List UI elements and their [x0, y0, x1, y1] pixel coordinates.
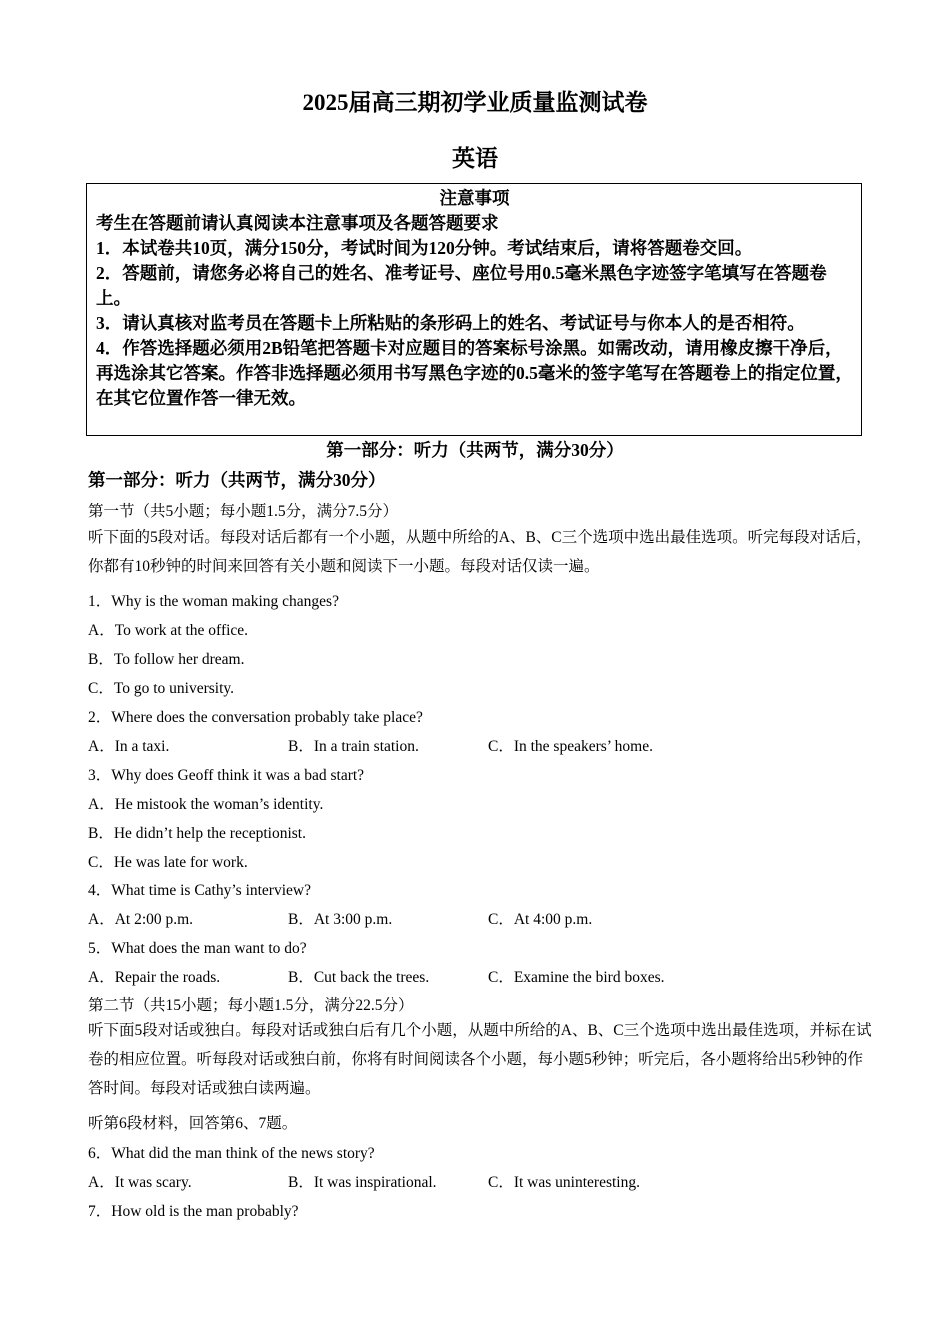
question-6-option-b[interactable]: B．It was inspirational.	[288, 1174, 437, 1191]
question-2-option-b[interactable]: B．In a train station.	[288, 738, 419, 755]
question-5-option-a[interactable]: A．Repair the roads.	[88, 969, 221, 986]
question-4-stem: 4．What time is Cathy’s interview?	[88, 882, 311, 899]
question-5-option-b[interactable]: B．Cut back the trees.	[288, 969, 430, 986]
question-4-option-c[interactable]: C．At 4:00 p.m.	[488, 911, 593, 928]
question-6-stem: 6．What did the man think of the news story?	[88, 1145, 375, 1162]
question-2-stem: 2．Where does the conversation probably take place?	[88, 709, 423, 726]
question-2-option-c[interactable]: C．In the speakers’ home.	[488, 738, 653, 755]
notice-item-1: 1．本试卷共10页，满分150分，考试时间为120分钟。考试结束后，请将答题卷交回。	[96, 238, 753, 258]
question-5-stem: 5．What does the man want to do?	[88, 940, 307, 957]
question-1-option-c[interactable]: C．To go to university.	[88, 680, 235, 697]
question-7-stem: 7．How old is the man probably?	[88, 1203, 299, 1220]
part1-centered-heading: 第一部分：听力（共两节，满分30分）	[326, 440, 624, 460]
material-6-label: 听第6段材料，回答第6、7题。	[88, 1115, 298, 1132]
notice-item-4: 4．作答选择题必须用2B铅笔把答题卡对应题目的答案标号涂黑。如需改动，请用橡皮擦干净后，再选涂其它答案。作答非选择题必须用书写黑色字迹的0.5毫米的签字笔写在答题卷上的指定位置，在其它位置作答一律无效。	[96, 338, 853, 408]
question-6-option-c[interactable]: C．It was uninteresting.	[488, 1174, 640, 1191]
question-5-option-c[interactable]: C．Examine the bird boxes.	[488, 969, 665, 986]
question-6-option-a[interactable]: A．It was scary.	[88, 1174, 192, 1191]
question-2-option-a[interactable]: A．In a taxi.	[88, 738, 170, 755]
section2-title: 第二节（共15小题；每小题1.5分，满分22.5分）	[88, 997, 414, 1014]
notice-box	[86, 183, 862, 436]
section1-instructions: 听下面的5段对话。每段对话后都有一个小题，从题中所给的A、B、C三个选项中选出最佳选项。听完每段对话后，你都有10秒钟的时间来回答有关小题和阅读下一小题。每段对话仅读一遍。	[88, 529, 872, 575]
exam-title: 2025届高三期初学业质量监测试卷	[302, 90, 648, 115]
question-4-option-a[interactable]: A．At 2:00 p.m.	[88, 911, 194, 928]
question-3-option-a[interactable]: A．He mistook the woman’s identity.	[88, 796, 324, 813]
section2-instructions: 听下面5段对话或独白。每段对话或独白后有几个小题，从题中所给的A、B、C三个选项中选出最佳选项，并标在试卷的相应位置。听每段对话或独白前，你将有时间阅读各个小题，每小题5秒钟；听完后，各小题将给出5秒钟的作答时间。每段对话或独白读两遍。	[88, 1022, 872, 1097]
question-1-option-b[interactable]: B．To follow her dream.	[88, 651, 245, 668]
notice-intro: 考生在答题前请认真阅读本注意事项及各题答题要求	[96, 213, 499, 233]
section1-title: 第一节（共5小题；每小题1.5分，满分7.5分）	[88, 503, 399, 520]
question-4-option-b[interactable]: B．At 3:00 p.m.	[288, 911, 393, 928]
question-1-option-a[interactable]: A．To work at the office.	[88, 622, 249, 639]
subject-title: 英语	[452, 146, 498, 171]
part1-heading: 第一部分：听力（共两节，满分30分）	[88, 470, 386, 490]
question-3-option-c[interactable]: C．He was late for work.	[88, 854, 248, 871]
question-3-stem: 3．Why does Geoff think it was a bad start?	[88, 767, 365, 784]
notice-item-2: 2．答题前，请您务必将自己的姓名、准考证号、座位号用0.5毫米黑色字迹签字笔填写在答题卷上。	[96, 263, 827, 308]
notice-heading: 注意事项	[439, 188, 510, 208]
question-3-option-b[interactable]: B．He didn’t help the receptionist.	[88, 825, 306, 842]
question-1-stem: 1．Why is the woman making changes?	[88, 593, 339, 610]
notice-item-3: 3．请认真核对监考员在答题卡上所粘贴的条形码上的姓名、考试证号与你本人的是否相符。	[96, 313, 805, 333]
